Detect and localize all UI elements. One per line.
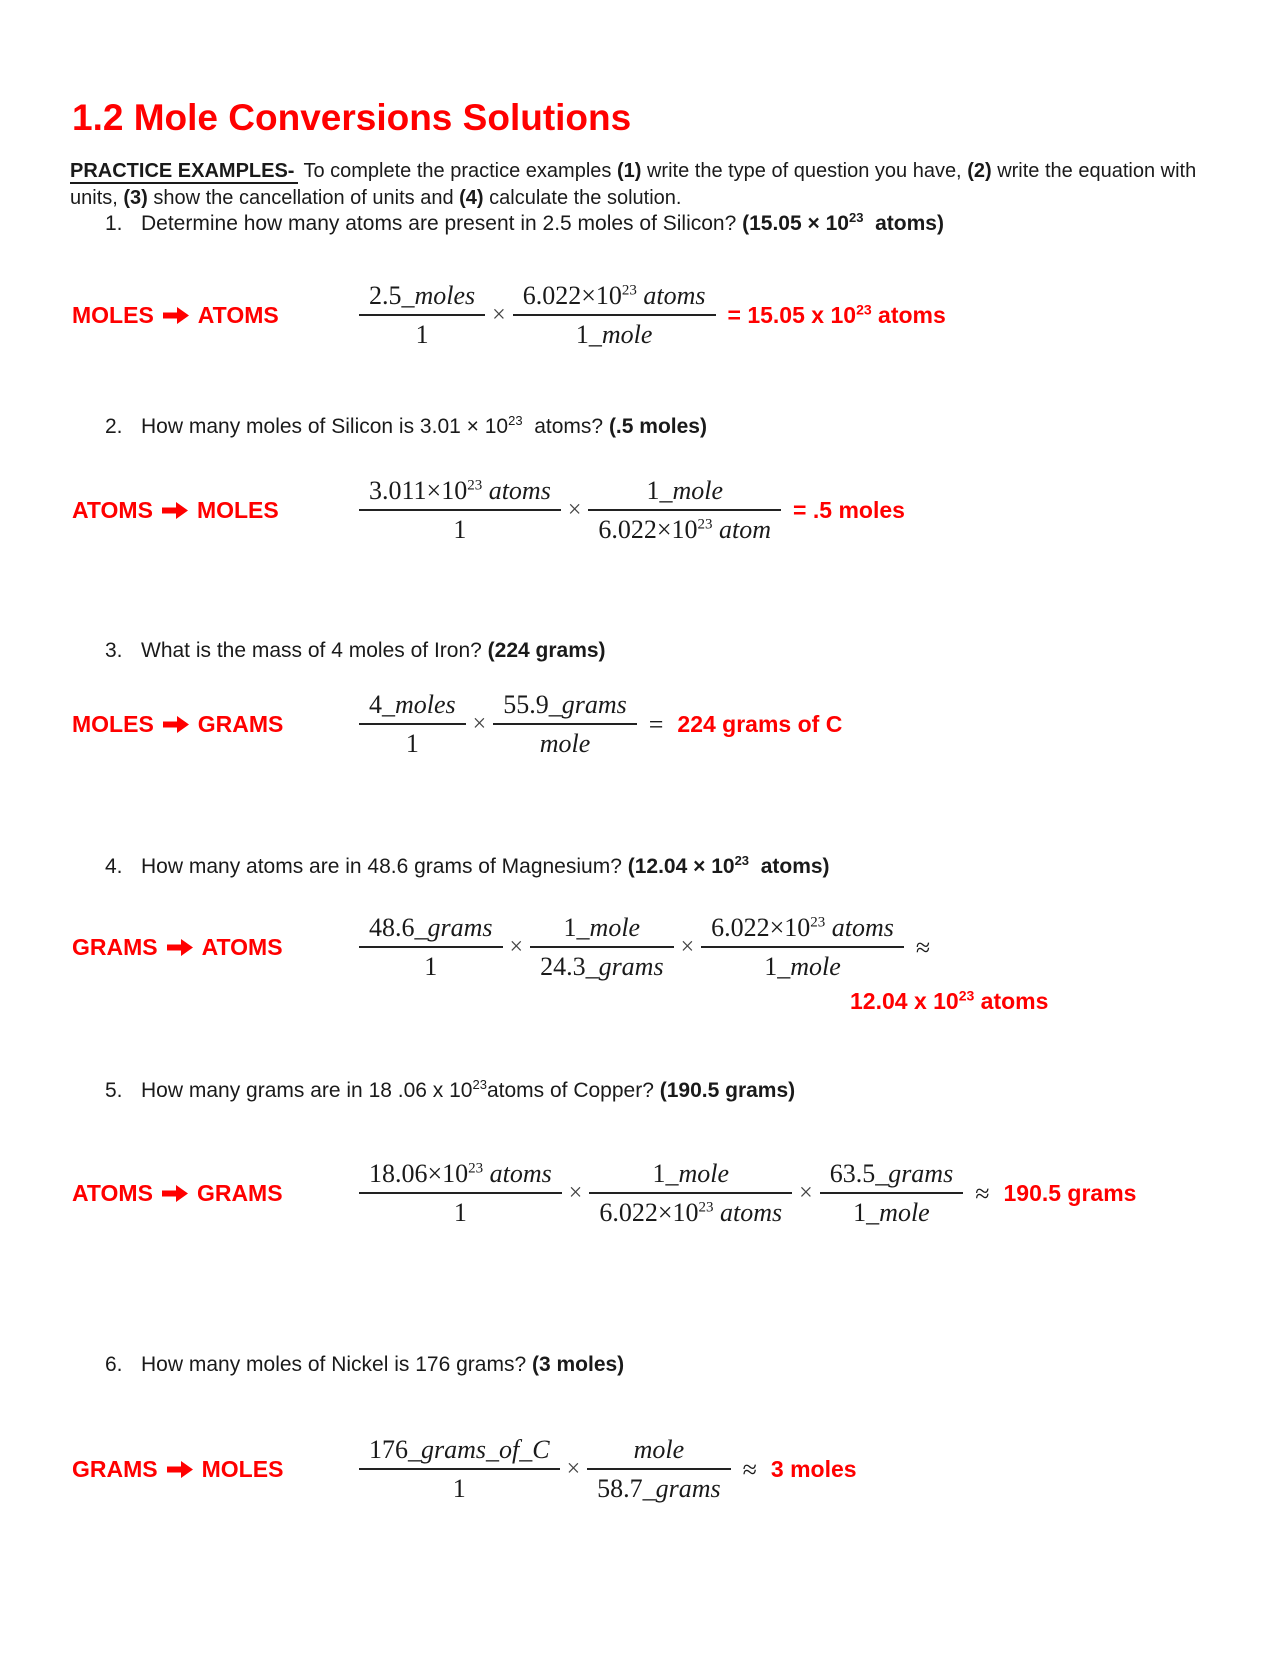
equation-2: [357, 476, 905, 545]
conversion-label-1: MOLES ATOMS: [72, 302, 279, 328]
numerator: 55.9_grams: [493, 690, 637, 725]
fraction: [588, 476, 781, 545]
question-number: 2.: [105, 415, 123, 438]
numerator: 48.6_grams: [359, 913, 503, 948]
equation-result-1: = 15.05 x $10^{23}$ atoms: [727, 301, 946, 328]
fraction: [493, 690, 637, 759]
question-text: What is the mass of 4 moles of Iron? (224 grams): [141, 639, 606, 662]
conversion-label-5: ATOMS GRAMS: [72, 1180, 283, 1206]
equation-result-3: 224 grams of C: [677, 711, 843, 737]
fraction: [530, 913, 674, 982]
fraction: [820, 1159, 964, 1228]
denominator: mole: [539, 729, 591, 758]
multiply-sign: ×: [472, 711, 487, 737]
question-4: [105, 853, 1205, 881]
work-row-2: [72, 476, 1240, 545]
fraction: [359, 690, 466, 759]
question-text: How many grams are in 18 .06 x $10^{23}atoms$ of Copper? (190.5 grams): [141, 1077, 796, 1102]
numerator: 1_mole: [589, 1159, 792, 1194]
denominator: 58.7_grams: [597, 1474, 721, 1503]
denominator: 1: [453, 515, 467, 544]
work-row-1: [72, 281, 1240, 350]
intro-paragraph: PRACTICE EXAMPLES- To complete the practice examples (1) write the type of question you have, (2) write the equation with units, (3) show the cancellation of units and (4) calculate the solution.: [70, 160, 1197, 209]
fraction: [359, 1159, 562, 1228]
equation-6: [357, 1435, 857, 1504]
question-text: How many atoms are in 48.6 grams of Magnesium? ($12.04 \times 10^{23}$ atoms): [141, 853, 830, 878]
numerator: $18.06\times 10^{23}$ atoms: [359, 1159, 562, 1194]
denominator: $6.022\times 10^{23}$ atoms: [599, 1198, 783, 1227]
equals-sign: =: [648, 709, 664, 739]
multiply-sign: ×: [509, 934, 524, 960]
question-6: [105, 1351, 1205, 1379]
denominator: 1: [405, 729, 419, 758]
fraction: [359, 1435, 560, 1504]
work-row-6: [72, 1435, 1240, 1504]
equation-5: [357, 1159, 1136, 1228]
work-row-4: [72, 913, 1240, 982]
work-row-3: [72, 690, 1240, 759]
multiply-sign: ×: [492, 302, 506, 328]
question-number: 3.: [105, 639, 123, 662]
right-arrow-icon: [162, 1185, 188, 1202]
right-arrow-icon: [167, 1461, 193, 1478]
approx-sign: ≈: [742, 1454, 757, 1484]
multiply-sign: ×: [568, 1180, 583, 1206]
question-number: 4.: [105, 855, 123, 878]
numerator: $3.011\times 10^{23}$ atoms: [359, 476, 561, 511]
fraction: [513, 281, 716, 350]
fraction: [359, 913, 503, 982]
denominator: 1_mole: [575, 320, 653, 349]
question-number: 5.: [105, 1079, 123, 1102]
equation-result-4: 12.04 x $10^{23}$ atoms: [850, 987, 1049, 1014]
approx-sign: ≈: [975, 1178, 990, 1208]
numerator: 1_mole: [530, 913, 674, 948]
conversion-label-3: MOLES GRAMS: [72, 711, 284, 737]
multiply-sign: ×: [680, 934, 695, 960]
right-arrow-icon: [163, 716, 189, 733]
conversion-label-2: ATOMS MOLES: [72, 497, 279, 523]
conversion-label-4: GRAMS ATOMS: [72, 934, 283, 960]
fraction: [589, 1159, 792, 1228]
equation-result-5: 190.5 grams: [1003, 1180, 1137, 1206]
page-title: 1.2 Mole Conversions Solutions: [72, 96, 632, 138]
question-text: How many moles of Silicon is $3.01 \times 10^{23}$ atoms? (.5 moles): [141, 413, 707, 438]
question-number: 1.: [105, 212, 123, 235]
equation-result-6: 3 moles: [770, 1456, 857, 1482]
equation-3: [357, 690, 842, 759]
denominator: $6.022\times 10^{23}$ atom: [598, 515, 772, 544]
question-text: How many moles of Nickel is 176 grams? (3 moles): [141, 1353, 625, 1376]
practice-examples-heading: PRACTICE EXAMPLES-: [70, 160, 298, 184]
denominator: 1: [452, 1474, 466, 1503]
numerator: $6.022\times 10^{23}$ atoms: [701, 913, 904, 948]
question-2: [105, 413, 1205, 441]
equation-4: [357, 913, 934, 982]
right-arrow-icon: [162, 502, 188, 519]
right-arrow-icon: [163, 307, 189, 324]
approx-sign: ≈: [915, 932, 931, 962]
question-number: 6.: [105, 1353, 123, 1376]
numerator: 1_mole: [588, 476, 781, 511]
numerator: $6.022\times 10^{23}$ atoms: [513, 281, 716, 316]
numerator: 176_grams_of_C: [359, 1435, 560, 1470]
question-5: [105, 1077, 1205, 1105]
fraction: [359, 281, 485, 350]
multiply-sign: ×: [566, 1456, 581, 1482]
work-row-5: [72, 1159, 1240, 1228]
multiply-sign: ×: [567, 497, 582, 523]
question-3: [105, 637, 1205, 665]
numerator: mole: [587, 1435, 731, 1470]
equation-1: [357, 281, 946, 350]
question-text: Determine how many atoms are present in 2.5 moles of Silicon? ($15.05 \times 10^{23}$ atoms): [141, 210, 944, 235]
denominator: 24.3_grams: [540, 952, 664, 981]
question-1: [105, 210, 1205, 238]
fraction: [701, 913, 904, 982]
denominator: 1: [415, 320, 429, 349]
denominator: 1: [424, 952, 438, 981]
fraction: [587, 1435, 731, 1504]
numerator: 2.5_moles: [359, 281, 485, 316]
multiply-sign: ×: [799, 1180, 813, 1206]
numerator: 4_moles: [359, 690, 466, 725]
fraction: [359, 476, 561, 545]
denominator: 1_mole: [853, 1198, 930, 1227]
conversion-label-6: GRAMS MOLES: [72, 1456, 284, 1482]
equation-result-2: = .5 moles: [793, 497, 905, 523]
denominator: 1_mole: [764, 952, 841, 981]
right-arrow-icon: [167, 939, 193, 956]
numerator: 63.5_grams: [820, 1159, 964, 1194]
denominator: 1: [453, 1198, 467, 1227]
